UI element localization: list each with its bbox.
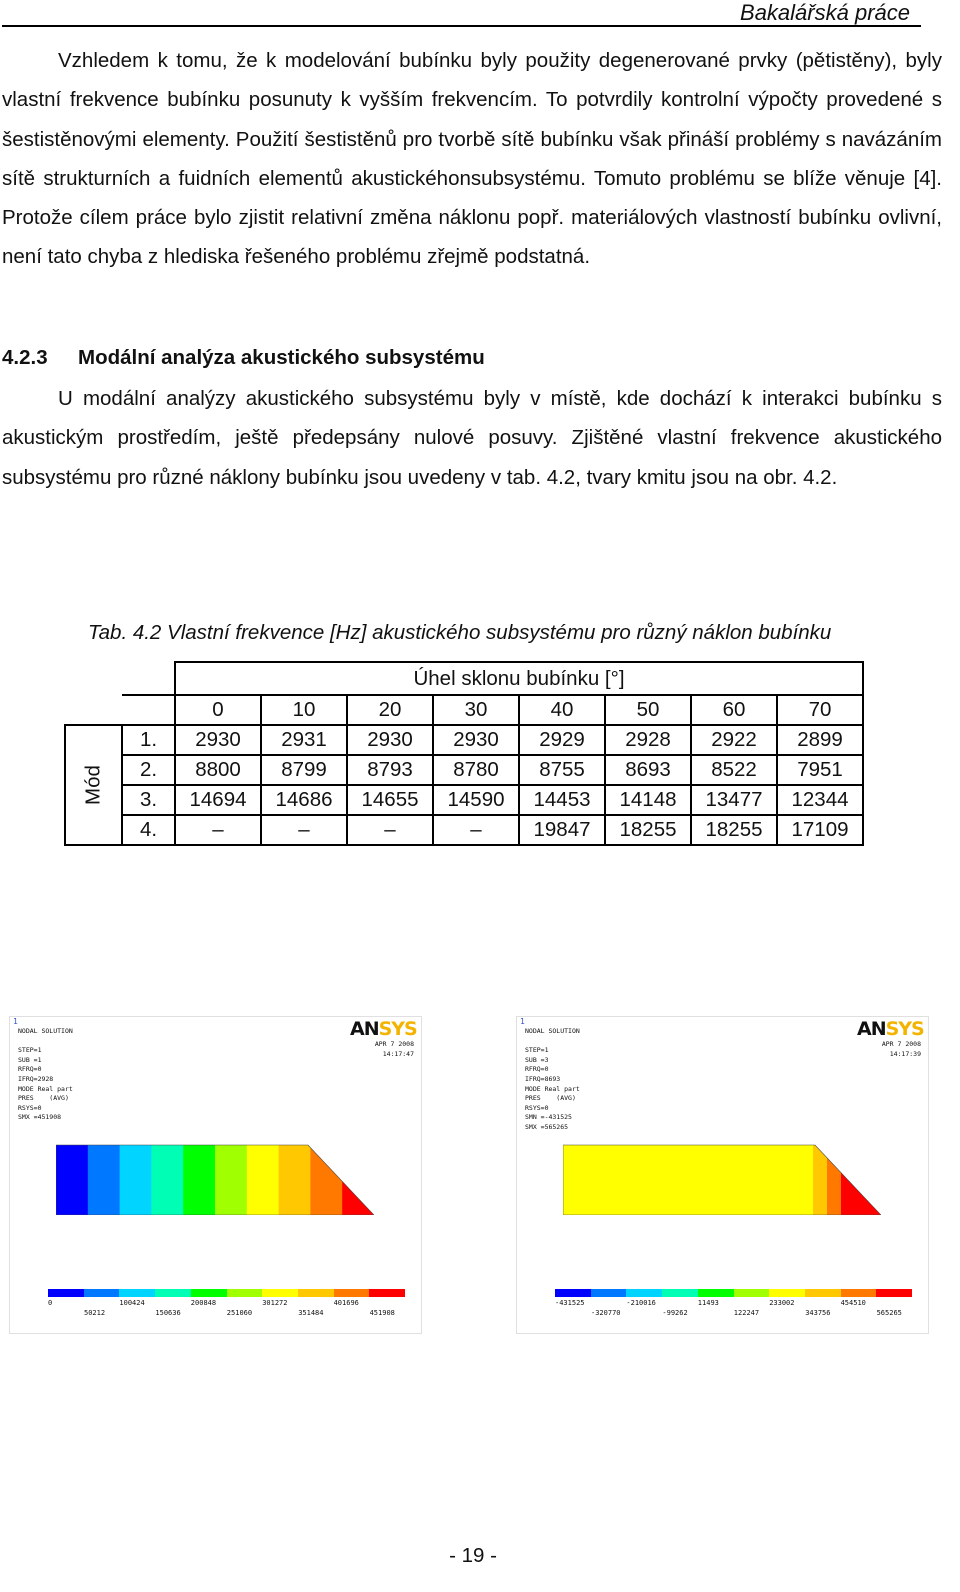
solution-info-line: SUB =3 <box>525 1055 549 1064</box>
colorbar-swatch <box>698 1289 734 1297</box>
angle-header-cell: 30 <box>433 695 519 725</box>
angle-header-cell: 10 <box>261 695 347 725</box>
frequency-cell: 8799 <box>261 755 347 785</box>
frequency-cell: 2931 <box>261 725 347 755</box>
frequency-cell: 2922 <box>691 725 777 755</box>
table-corner <box>122 695 175 725</box>
solution-info-line: IFRQ=8693 <box>525 1074 561 1083</box>
page-number: - 19 - <box>449 1544 497 1567</box>
colorbar-swatch <box>369 1289 405 1297</box>
contour-band <box>563 1143 814 1215</box>
angle-header-cell: 60 <box>691 695 777 725</box>
mode-number-cell: 4. <box>122 815 175 845</box>
solution-info-line: PRES (AVG) <box>18 1094 69 1103</box>
solution-info-line: RSYS=0 <box>525 1103 549 1112</box>
frequency-cell: 7951 <box>777 755 863 785</box>
frequency-cell: – <box>261 815 347 845</box>
frequency-cell: 8793 <box>347 755 433 785</box>
colorbar-tick-label: 454510 <box>840 1299 866 1307</box>
colorbar-tick-label: 401696 <box>333 1299 359 1307</box>
colorbar-swatch <box>262 1289 298 1297</box>
mode-label-cell <box>65 725 122 845</box>
angle-header-cell: 40 <box>519 695 605 725</box>
angle-header-cell: 0 <box>175 695 261 725</box>
solution-info-line: STEP=1 <box>525 1046 549 1055</box>
colorbar-tick-label: 301272 <box>262 1299 288 1307</box>
frequency-cell: 8780 <box>433 755 519 785</box>
solution-info-line: MODE Real part <box>18 1084 73 1093</box>
paragraph-intro-text: Vzhledem k tomu, že k modelování bubínku byly použity degenerované prvky (pětistěny), byly vlastní frekvence bubínku posunuty k vyšším frekvencím. To potvrdily kontrolní výpočty provedené s šestistěnovými elementy. Použití šestistěnů pro tvorbě sítě bubínku však přináší problémy s navázáním sítě strukturních a fuidních elementů akustickéhonsubsystému. Tomuto problému se blíže věnuje [4]. Protože cílem práce bylo zjistit relativní změna náklonu popř. materiálových vlastností bubínku ovlivní, není tato chyba z hlediska řešeného problému zřejmě podstatná. <box>2 49 942 269</box>
mode-number-cell: 1. <box>122 725 175 755</box>
table-corner <box>65 662 122 695</box>
colorbar-tick-label: 200848 <box>190 1299 217 1307</box>
ansys-logo-an: AN <box>350 1018 379 1040</box>
frequency-cell: 2899 <box>777 725 863 755</box>
contour-band <box>215 1143 247 1215</box>
solution-info-line: NODAL SOLUTION <box>525 1027 580 1035</box>
table-row <box>65 725 863 755</box>
frequency-cell: – <box>347 815 433 845</box>
frequency-cell: 8755 <box>519 755 605 785</box>
contour-band <box>151 1143 183 1215</box>
frequency-cell: 14148 <box>605 785 691 815</box>
colorbar-tick-label: 50212 <box>84 1309 106 1317</box>
angle-header-cell: 20 <box>347 695 433 725</box>
colorbar-tick-label: -210016 <box>626 1299 656 1307</box>
colorbar-swatch <box>769 1289 805 1297</box>
angle-header-cell: 50 <box>605 695 691 725</box>
panel-number: 1 <box>520 1017 525 1026</box>
contour-band <box>183 1143 215 1215</box>
table-caption: Tab. 4.2 Vlastní frekvence [Hz] akustického subsystému pro různý náklon bubínku <box>88 621 832 644</box>
paragraph-acoustic-text: U modální analýzy akustického subsystému byly v místě, kde dochází k interakci bubínku s akustickým prostředím, ještě předepsány nulové posuvy. Zjištěné vlastní frekvence akustického subsystému pro různé náklony bubínku jsou uvedeny v tab. 4.2, tvary kmitu jsou na obr. 4.2. <box>2 387 942 489</box>
solution-info-line <box>525 1037 580 1047</box>
solution-info <box>525 1027 580 1133</box>
frequency-cell: 14694 <box>175 785 261 815</box>
frequency-cell: 19847 <box>519 815 605 845</box>
colorbar-tick-label: 251060 <box>226 1309 253 1317</box>
colorbar-tick-label: 150636 <box>155 1309 181 1317</box>
colorbar-swatch <box>191 1289 227 1297</box>
mode-number-cell: 2. <box>122 755 175 785</box>
solution-info-line: RFRQ=0 <box>18 1065 42 1074</box>
frequency-cell: 2929 <box>519 725 605 755</box>
solution-info-line: MODE Real part <box>525 1084 580 1093</box>
frequency-cell: 14453 <box>519 785 605 815</box>
colorbar-swatch <box>626 1289 662 1297</box>
colorbar-tick-label: 451908 <box>369 1309 395 1317</box>
table-row <box>65 785 863 815</box>
mode-label: Mód <box>81 765 105 805</box>
colorbar-tick-label: 351484 <box>298 1309 324 1317</box>
contour-band <box>813 1143 828 1215</box>
solution-info-line: RSYS=0 <box>18 1103 42 1112</box>
frequency-cell: 17109 <box>777 815 863 845</box>
colorbar-swatch <box>841 1289 877 1297</box>
angle-group-header: Úhel sklonu bubínku [°] <box>175 662 863 695</box>
colorbar <box>48 1289 405 1297</box>
solution-info-line: IFRQ=2928 <box>18 1074 54 1083</box>
plot-date-line: 14:17:47 <box>382 1049 414 1058</box>
contour-band <box>88 1143 120 1215</box>
plot-date <box>362 1040 414 1059</box>
frequency-cell: 12344 <box>777 785 863 815</box>
section-number: 4.2.3 <box>2 346 48 369</box>
contour-plot <box>563 1143 881 1215</box>
ansys-logo-sys: SYS <box>378 1018 417 1040</box>
colorbar-swatch <box>734 1289 770 1297</box>
colorbar-swatch <box>227 1289 263 1297</box>
contour-plot <box>56 1143 374 1215</box>
frequency-cell: 8800 <box>175 755 261 785</box>
table-row <box>65 815 863 845</box>
colorbar-tick-label: 233002 <box>769 1299 795 1307</box>
colorbar-tick-label: 565265 <box>876 1309 902 1317</box>
colorbar <box>555 1289 912 1297</box>
solution-info-line: STEP=1 <box>18 1046 42 1055</box>
frequency-cell: 14655 <box>347 785 433 815</box>
ansys-logo-an: AN <box>857 1018 886 1040</box>
plot-date-line: APR 7 2008 <box>374 1040 414 1048</box>
frequency-cell: 2930 <box>175 725 261 755</box>
plot-date-line: APR 7 2008 <box>881 1040 921 1048</box>
contour-band <box>827 1143 842 1215</box>
contour-band <box>56 1143 88 1215</box>
colorbar-tick-label: 343756 <box>805 1309 831 1317</box>
colorbar-swatch <box>119 1289 155 1297</box>
solution-info-line: NODAL SOLUTION <box>18 1027 73 1035</box>
section-heading <box>2 346 485 370</box>
frequency-cell: 2930 <box>433 725 519 755</box>
colorbar-swatch <box>334 1289 370 1297</box>
colorbar-tick-label: -99262 <box>662 1309 688 1317</box>
colorbar-swatch <box>805 1289 841 1297</box>
colorbar-tick-label: 0 <box>48 1299 53 1307</box>
solution-info-line <box>18 1037 73 1047</box>
frequency-cell: 18255 <box>605 815 691 845</box>
ansys-logo <box>350 1018 417 1040</box>
colorbar-swatch <box>48 1289 84 1297</box>
solution-info-line: SUB =1 <box>18 1055 42 1064</box>
frequency-cell: 13477 <box>691 785 777 815</box>
colorbar-swatch <box>555 1289 591 1297</box>
solution-info <box>18 1027 73 1123</box>
colorbar-tick-label: 100424 <box>119 1299 145 1307</box>
header-rule <box>2 25 921 27</box>
ansys-plot-mode1 <box>9 1016 422 1334</box>
contour-band <box>279 1143 311 1215</box>
plot-date <box>869 1040 921 1059</box>
ansys-plot-mode2 <box>516 1016 929 1334</box>
solution-info-line: PRES (AVG) <box>525 1094 576 1103</box>
colorbar-swatch <box>591 1289 627 1297</box>
ansys-logo-sys: SYS <box>885 1018 924 1040</box>
angle-header-cell: 70 <box>777 695 863 725</box>
colorbar-tick-label: -320770 <box>591 1309 621 1317</box>
paragraph-intro <box>2 41 942 277</box>
solution-info-line: SMN =-431525 <box>525 1113 572 1122</box>
contour-band <box>120 1143 152 1215</box>
colorbar-swatch <box>298 1289 334 1297</box>
frequency-cell: 2930 <box>347 725 433 755</box>
contour-band <box>247 1143 279 1215</box>
colorbar-labels <box>40 1299 412 1321</box>
colorbar-labels <box>547 1299 919 1321</box>
plot-date-line: 14:17:39 <box>889 1049 921 1058</box>
section-title: Modální analýza akustického subsystému <box>78 346 485 369</box>
contour-band <box>310 1143 342 1215</box>
table-row <box>65 755 863 785</box>
mode-number-cell: 3. <box>122 785 175 815</box>
table-corner <box>122 662 175 695</box>
frequency-cell: 14686 <box>261 785 347 815</box>
frequency-cell: 8693 <box>605 755 691 785</box>
frequency-cell: 2928 <box>605 725 691 755</box>
frequency-cell: – <box>433 815 519 845</box>
paragraph-acoustic <box>2 379 942 497</box>
colorbar-swatch <box>155 1289 191 1297</box>
ansys-logo <box>857 1018 924 1040</box>
frequency-cell: – <box>175 815 261 845</box>
colorbar-swatch <box>876 1289 912 1297</box>
panel-number: 1 <box>13 1017 18 1026</box>
solution-info-line: RFRQ=0 <box>525 1065 549 1074</box>
header-title: Bakalářská práce <box>740 0 910 25</box>
colorbar-tick-label: 122247 <box>733 1309 760 1317</box>
table-corner <box>65 695 122 725</box>
contour-band <box>342 1143 374 1215</box>
frequency-table <box>64 661 864 846</box>
solution-info-line: SMX =451908 <box>18 1113 62 1122</box>
colorbar-swatch <box>662 1289 698 1297</box>
frequency-cell: 14590 <box>433 785 519 815</box>
frequency-cell: 18255 <box>691 815 777 845</box>
frequency-cell: 8522 <box>691 755 777 785</box>
colorbar-tick-label: -431525 <box>555 1299 585 1307</box>
colorbar-swatch <box>84 1289 120 1297</box>
colorbar-tick-label: 11493 <box>697 1299 719 1307</box>
solution-info-line: SMX =565265 <box>525 1122 569 1131</box>
